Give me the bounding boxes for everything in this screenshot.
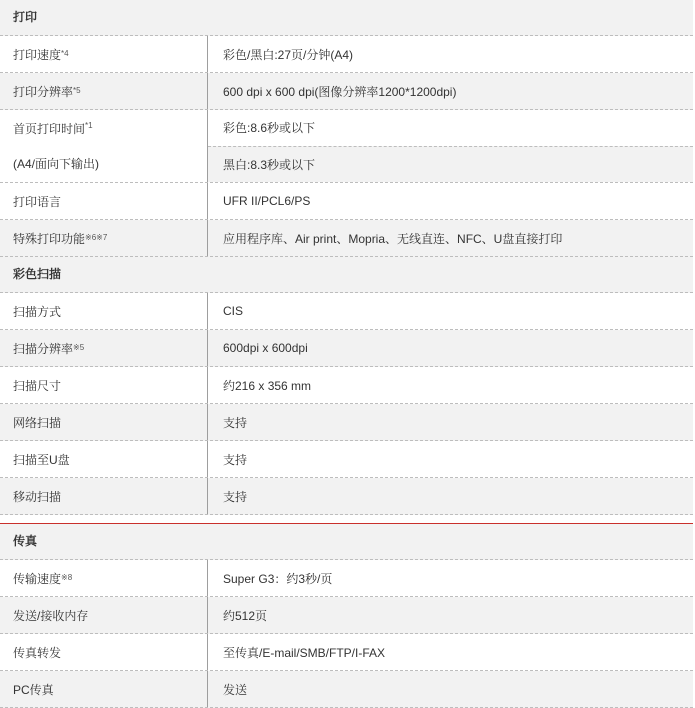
row-value: 支持 bbox=[223, 489, 248, 504]
row-label: 打印分辨率 *5 bbox=[0, 73, 208, 109]
row-value: Super G3：约3秒/页 bbox=[223, 571, 333, 586]
row-value: 应用程序库、Air print、Mopria、无线直连、NFC、U盘直接打印 bbox=[223, 231, 563, 246]
row-label: 移动扫描 bbox=[0, 478, 208, 514]
row-label: 扫描至U盘 bbox=[0, 441, 208, 477]
row-label: 扫描分辨率 ※5 bbox=[0, 330, 208, 366]
table-row-first-page-time bbox=[0, 110, 693, 183]
table-row-special-print bbox=[0, 220, 693, 257]
table-row-mobile-scan bbox=[0, 478, 693, 515]
row-label: PC传真 bbox=[0, 671, 208, 707]
row-label: 打印语言 bbox=[0, 183, 208, 219]
table-row-scan-method bbox=[0, 293, 693, 330]
table-row-print-language bbox=[0, 183, 693, 220]
row-value: 600 dpi x 600 dpi(图像分辨率1200*1200dpi) bbox=[223, 84, 457, 99]
row-value-bw: 黑白:8.3秒或以下 bbox=[208, 146, 693, 183]
row-label: 扫描方式 bbox=[0, 293, 208, 329]
table-row-print-resolution bbox=[0, 73, 693, 110]
table-row-scan-to-usb bbox=[0, 441, 693, 478]
row-value: 支持 bbox=[223, 452, 248, 467]
table-row-scan-resolution bbox=[0, 330, 693, 367]
table-row-fax-forward bbox=[0, 634, 693, 671]
row-value: 至传真/E-mail/SMB/FTP/I-FAX bbox=[223, 645, 386, 660]
row-label: 特殊打印功能 ※6※7 bbox=[0, 220, 208, 256]
row-value: CIS bbox=[223, 304, 244, 318]
row-label: 打印速度 *4 bbox=[0, 36, 208, 72]
row-value-color: 彩色:8.6秒或以下 bbox=[223, 121, 316, 136]
table-row-fax-memory bbox=[0, 597, 693, 634]
table-row-pc-fax bbox=[0, 671, 693, 708]
section-scan-title: 彩色扫描 bbox=[0, 257, 693, 293]
table-row-network-scan bbox=[0, 404, 693, 441]
row-label: 扫描尺寸 bbox=[0, 367, 208, 403]
section-fax-title: 传真 bbox=[0, 523, 693, 560]
row-value: 约216 x 356 mm bbox=[223, 378, 312, 393]
table-row-scan-size bbox=[0, 367, 693, 404]
row-value: 支持 bbox=[223, 415, 248, 430]
row-label: 传真转发 bbox=[0, 634, 208, 670]
row-value: 发送 bbox=[223, 682, 248, 697]
table-row-fax-speed bbox=[0, 560, 693, 597]
row-label: 发送/接收内存 bbox=[0, 597, 208, 633]
section-print-title: 打印 bbox=[0, 0, 693, 36]
row-value: 600dpi x 600dpi bbox=[223, 341, 308, 355]
row-value: 彩色/黑白:27页/分钟(A4) bbox=[223, 47, 354, 62]
row-label: 网络扫描 bbox=[0, 404, 208, 440]
row-label: 首页打印时间$^{*1}$ (A4/面向下输出) bbox=[0, 110, 208, 182]
row-label: 传输速度 ※8 bbox=[0, 560, 208, 596]
table-row-print-speed bbox=[0, 36, 693, 73]
row-value: 约512页 bbox=[223, 608, 268, 623]
row-value: UFR II/PCL6/PS bbox=[223, 194, 311, 208]
footnote-mark: *1 bbox=[85, 121, 93, 130]
